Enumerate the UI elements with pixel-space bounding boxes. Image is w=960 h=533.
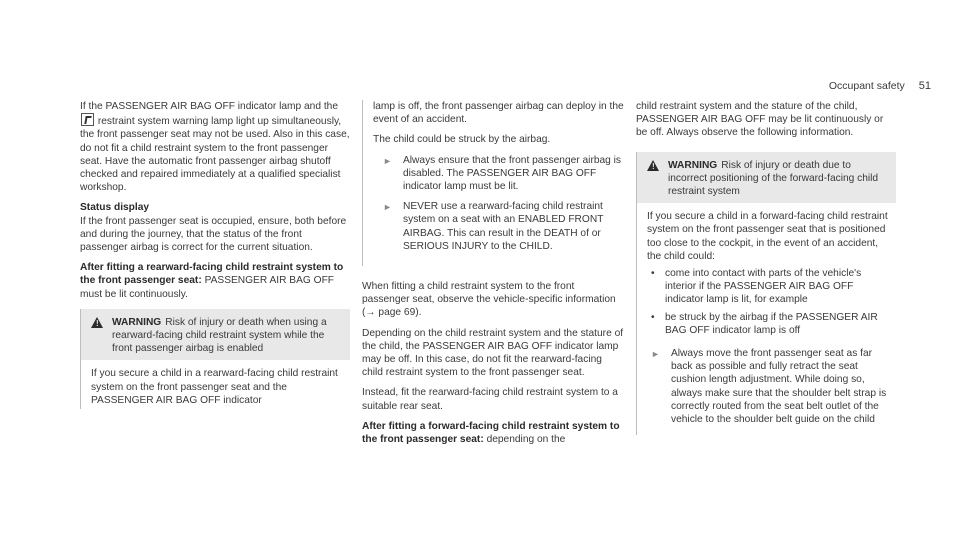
indicator-paragraph: If the PASSENGER AIR BAG OFF indicator lamp and the restraint system warning lamp light up simultaneously, the front passenger seat may not be used. Also in this case, do not fit a child restraint system to the front passenger seat. Have the automatic front passenger airbag shutoff checked and repaired immediately at a qualified specialist workshop. [80,101,350,194]
warning-title: Risk of injury or death when using a rearward-facing child restraint system while the front passenger airbag is enabled [112,316,327,355]
warning-continued-text: lamp is off, the front passenger airbag can deploy in the event of an accident. [373,101,624,126]
status-display-heading: Status display [80,202,150,214]
forward-paragraph: After fitting a forward-facing child restraint system to the front passenger seat: depending on the [362,420,620,446]
bullet-dot-icon: • [651,311,655,323]
list-item: • be struck by the airbag if the PASSENGER AIR BAG OFF indicator lamp is off [647,311,888,337]
page-header [829,80,931,93]
rearward-paragraph: After fitting a rearward-facing child restraint system to the front passenger seat: PASSENGER AIR BAG OFF must be lit continuously. [80,262,344,300]
warning-body [637,203,896,435]
rearward-heading: After fitting a rearward-facing child restraint system to the front passenger seat: [80,262,344,287]
section-title: Occupant safety [828,80,905,92]
warning-label: WARNING [112,316,162,328]
instead-text: Instead, fit the rearward-facing child restraint system to a suitable rear seat. [362,387,618,412]
warning-triangle-icon: ! [647,160,659,171]
fitting-text: When fitting a child restraint system to the front passenger seat, observe the vehicle-specific information (→ page 69). [362,281,616,319]
forward-heading: After fitting a forward-facing child restraint system to the front passenger seat: [362,420,620,446]
step-item: ► NEVER use a rearward-facing child restraint system on a seat with an ENABLED FRONT AIRBAG. This can result in the DEATH of or SERIOUS INJURY to the CHILD. [383,201,604,252]
column-3 [636,100,896,435]
step-arrow-icon: ► [383,155,392,166]
step-item: ► Always ensure that the front passenger airbag is disabled. The PASSENGER AIR BAG OFF indicator lamp must be lit. [383,154,622,193]
restraint-system-warning-icon [81,113,94,126]
column-1 [80,100,350,409]
warning-title: Risk of injury or death due to incorrect positioning of the forward-facing child restraint system [668,159,879,198]
forward-continued-text: child restraint system and the stature of the child, PASSENGER AIR BAG OFF may be lit continuously or be off. Always observe the following information. [636,101,884,139]
bullet-dot-icon: • [651,268,655,280]
warning-box-continued [362,100,624,266]
warning-body-text: If you secure a child in a forward-facing child restraint system on the front passenger seat that is positioned too close to the cockpit, in the event of an accident, the child could: [647,211,888,262]
depending-text: Depending on the child restraint system and the stature of the child, the PASSENGER AIR BAG OFF indicator lamp may be off. In this case, do not fit the rearward-facing child restraint system to the front passenger seat. [362,327,624,379]
step-arrow-icon: ► [383,202,392,213]
warning-header [81,309,350,361]
child-struck-text: The child could be struck by the airbag. [373,134,551,146]
warning-box-forward [636,152,896,436]
column-2 [362,100,624,453]
list-item: • come into contact with parts of the vehicle's interior if the PASSENGER AIR BAG OFF indicator lamp is lit, for example [647,267,888,307]
warning-box-rearward [80,309,350,409]
warning-body: If you secure a child in a rearward-facing child restraint system on the front passenger seat and the PASSENGER AIR BAG OFF indicator [91,368,338,406]
step-item: ► Always move the front passenger seat as far back as possible and fully retract the seat cushion length adjustment. While doing so, always make sure that the shoulder belt strap is correctly routed from the seat belt outlet of the vehicle to the shoulder belt guide on the child [651,348,887,426]
status-display-text: If the front passenger seat is occupied, ensure, both before and during the journey, that the status of the front passenger airbag is correct for the current situation. [80,215,347,254]
step-arrow-icon: ► [651,349,660,360]
warning-triangle-icon: ! [91,317,103,328]
warning-label: WARNING [668,159,718,171]
page-number: 51 [918,80,931,92]
warning-header [637,152,896,204]
